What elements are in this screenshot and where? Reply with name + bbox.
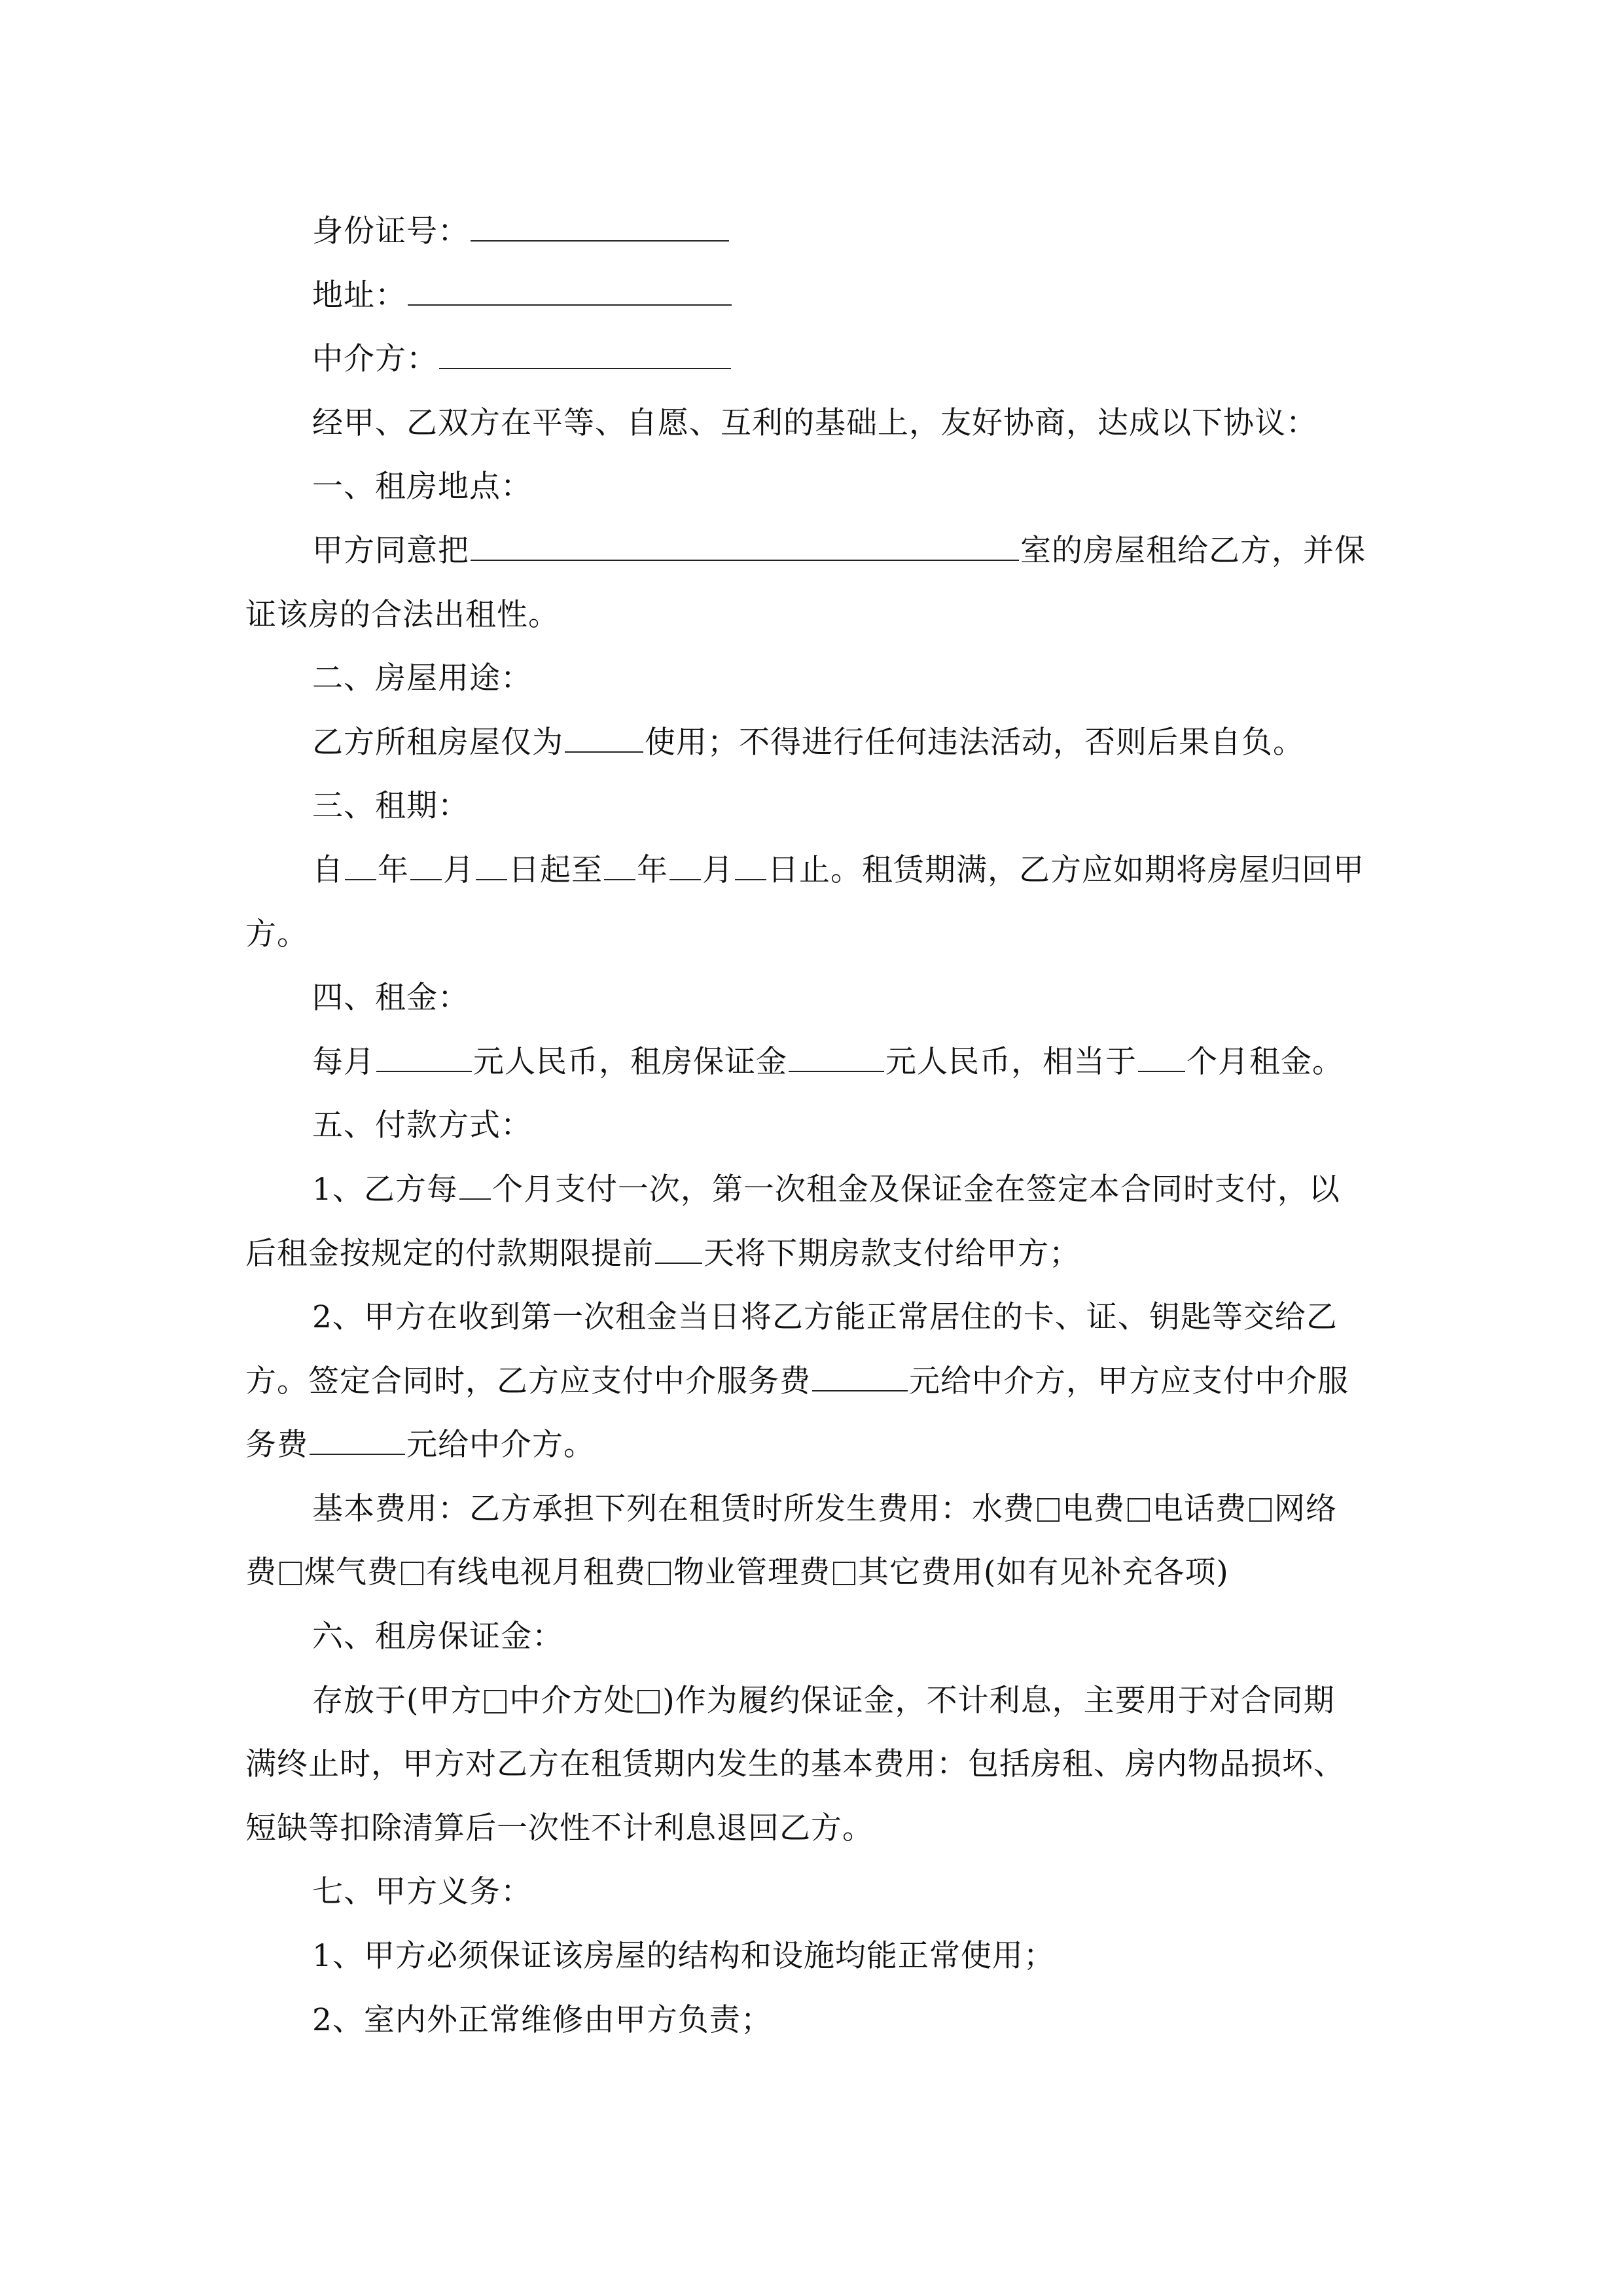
id-number-blank [471,240,729,242]
advance-days-text-a: 后租金按规定的付款期限提前 [245,1235,654,1272]
section-3-heading [245,774,1397,838]
term-from-text: 自 [312,852,344,888]
monthly-rent-blank [376,1070,472,1072]
agent-label: 中介方： [312,341,438,378]
advance-days-blank [655,1262,702,1264]
cable-tv-fee-label: 有线电视月租费 [426,1554,646,1591]
section-1-text-c: 证该房的合法出租性。 [245,596,560,633]
section-6-line-2 [245,1732,1397,1797]
section-4-line-1 [245,1030,1397,1094]
id-number-label: 身份证号： [312,213,469,249]
section-5-line-4 [245,1350,1397,1414]
landlord-duty-2: 2、室内外正常维修由甲方负责； [312,2001,772,2038]
gas-fee-label: 煤气费 [304,1554,399,1591]
basic-fees-line-1 [245,1477,1397,1541]
deposit-settlement-text: 满终止时，甲方对乙方在租赁期内发生的基本费用：包括房租、房内物品损坏、 [245,1746,1345,1783]
payment-cycle-text-b: 个月支付一次，第一次租金及保证金在签定本合同时支付，以 [491,1171,1340,1208]
gas-fee-checkbox[interactable] [401,1562,423,1585]
section-2-title: 二、房屋用途： [312,660,532,697]
day-to-text: 日起至 [508,852,603,888]
agent-holder-checkbox[interactable] [637,1690,660,1713]
section-5-title: 五、付款方式： [312,1107,532,1144]
section-3-title: 三、租期： [312,788,469,825]
agreement-intro [245,391,1397,456]
months-blank [1138,1070,1185,1072]
section-5-line-1 [245,1158,1397,1222]
id-number-line [245,200,1397,264]
section-2-text-a: 乙方所租房屋仅为 [312,724,563,761]
room-location-blank [471,559,1019,561]
water-fee-checkbox[interactable] [1037,1498,1060,1522]
end-day-blank [735,878,766,880]
section-2-heading [245,647,1397,711]
year-text-1: 年 [378,852,409,888]
section-7-heading [245,1860,1397,1924]
landlord-fee-text-b: 元给中介方。 [406,1427,595,1463]
equivalent-text: 元人民币，相当于 [885,1043,1137,1080]
section-7-item-2 [245,1988,1397,2053]
basic-fees-text: 基本费用：乙方承担下列在租赁时所发生费用：水费 [312,1490,1035,1527]
landlord-agent-fee-blank [310,1453,405,1455]
section-5-line-5 [245,1413,1397,1477]
section-3-line-1 [245,838,1397,903]
electricity-fee-checkbox[interactable] [1128,1498,1150,1522]
electricity-fee-label: 电费 [1062,1490,1125,1527]
usage-blank [565,751,643,753]
tenant-fee-text-a: 方。签定合同时，乙方应支付中介服务费 [245,1363,811,1399]
tenant-agent-fee-blank [812,1390,908,1391]
phone-fee-label: 电话费 [1152,1490,1247,1527]
deposit-refund-text: 短缺等扣除清算后一次性不计利息退回乙方。 [245,1810,874,1846]
term-end-text: 日止。租赁期满，乙方应如期将房屋归回甲 [768,852,1364,888]
section-1-text-b: 室的房屋租给乙方，并保 [1020,532,1366,569]
section-5-heading [245,1094,1397,1158]
section-1-heading [245,455,1397,519]
section-4-title: 四、租金： [312,980,469,1016]
contract-body [245,200,1397,2052]
agent-line [245,327,1397,391]
section-3-line-2 [245,903,1397,967]
payment-cycle-text-a: 1、乙方每 [312,1171,458,1208]
section-1-text-a: 甲方同意把 [312,532,469,569]
months-rent-text: 个月租金。 [1186,1043,1344,1080]
start-month-blank [410,878,442,880]
address-line [245,264,1397,328]
deposit-text: 元人民币，租房保证金 [473,1043,787,1080]
end-year-blank [604,878,635,880]
handover-text: 2、甲方在收到第一次租金当日将乙方能正常居住的卡、证、钥匙等交给乙 [312,1299,1338,1336]
section-1-title: 一、租房地点： [312,469,532,505]
landlord-fee-text-a: 务费 [245,1427,308,1463]
start-year-blank [345,878,376,880]
property-fee-checkbox[interactable] [833,1562,855,1585]
network-fee-label-cont: 费 [245,1554,277,1591]
network-fee-checkbox[interactable] [279,1562,302,1585]
phone-fee-checkbox[interactable] [1249,1498,1272,1522]
agent-holder-label: 中介方处 [509,1682,635,1719]
section-1-line-1 [245,519,1397,583]
property-fee-label: 物业管理费 [673,1554,830,1591]
section-2-line-1 [245,711,1397,775]
section-6-title: 六、租房保证金： [312,1619,563,1655]
deposit-location-text-a: 存放于(甲方 [312,1682,482,1719]
section-6-line-3 [245,1797,1397,1861]
payment-cycle-blank [459,1198,491,1200]
landlord-holder-checkbox[interactable] [484,1690,507,1713]
section-1-line-2 [245,583,1397,647]
start-day-blank [476,878,507,880]
landlord-duty-1: 1、甲方必须保证该房屋的结构和设施均能正常使用； [312,1938,1055,1975]
monthly-text: 每月 [312,1043,375,1080]
term-end-text-cont: 方。 [245,916,308,952]
address-label: 地址： [312,277,406,314]
section-7-item-1 [245,1924,1397,1988]
deposit-location-text-b: )作为履约保证金，不计利息，主要用于对合同期 [662,1682,1335,1719]
month-text-2: 月 [702,852,734,888]
address-blank [408,304,732,306]
year-text-2: 年 [637,852,668,888]
tenant-fee-text-b: 元给中介方，甲方应支付中介服 [909,1363,1349,1399]
advance-days-text-b: 天将下期房款支付给甲方； [704,1235,1080,1272]
network-fee-label: 网络 [1274,1490,1337,1527]
agreement-intro-text: 经甲、乙双方在平等、自愿、互利的基础上，友好协商，达成以下协议： [312,404,1317,441]
section-6-line-1 [245,1669,1397,1733]
month-text-1: 月 [443,852,474,888]
section-4-heading [245,966,1397,1030]
end-month-blank [669,878,701,880]
section-5-line-2 [245,1222,1397,1286]
agent-blank [439,367,731,369]
section-2-text-b: 使用；不得进行任何违法活动，否则后果自负。 [645,724,1304,761]
cable-tv-fee-checkbox[interactable] [649,1562,671,1585]
section-6-heading [245,1605,1397,1669]
other-fees-label: 其它费用(如有见补充各项) [858,1554,1229,1591]
section-7-title: 七、甲方义务： [312,1874,532,1910]
basic-fees-line-2 [245,1541,1397,1605]
section-5-line-3 [245,1285,1397,1350]
deposit-blank [789,1070,884,1072]
